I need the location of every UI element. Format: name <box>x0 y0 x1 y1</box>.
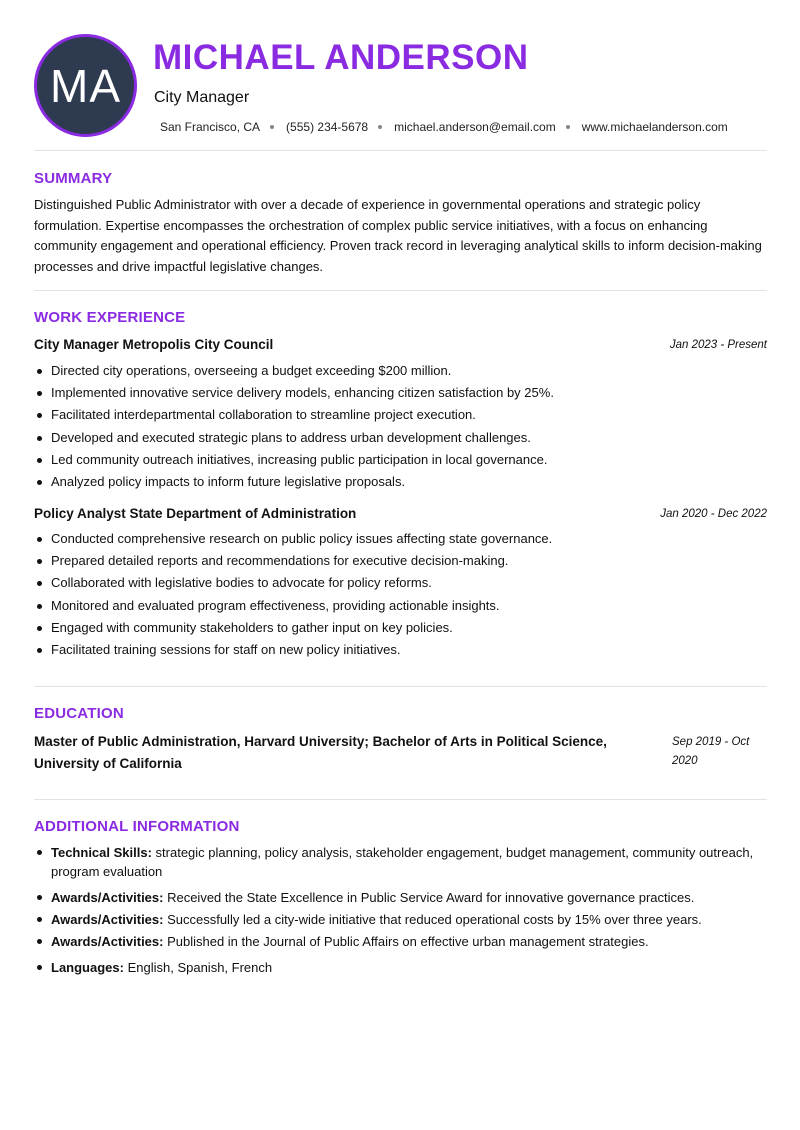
info-text: Received the State Excellence in Public Service Award for innovative governance practices. <box>163 890 695 905</box>
education-dates: Sep 2019 - Oct 2020 <box>672 736 750 767</box>
candidate-title: City Manager <box>154 89 250 106</box>
additional-info-list <box>34 843 767 977</box>
list-item <box>34 888 767 907</box>
job-bullet-list <box>34 361 767 494</box>
resume-header <box>0 0 800 150</box>
job-dates: Jan 2020 - Dec 2022 <box>660 508 767 520</box>
candidate-name: MICHAEL ANDERSON <box>153 38 529 77</box>
job-header <box>34 506 767 526</box>
summary-text: Distinguished Public Administrator with over a decade of experience in governmental operations and strategic policy formulation. Expertise encompasses the orchestration of complex public service initiatives, with a focus on enhancing community engagement and operational efficiency. Proven track record in leveraging analytical skills to inform decision-making processes and drive impactful legislative changes. <box>34 197 762 274</box>
list-item <box>34 958 767 977</box>
info-text: strategic planning, policy analysis, stakeholder engagement, budget management, community outreach, program evaluation <box>51 845 754 879</box>
list-item <box>34 932 767 951</box>
divider <box>34 799 767 800</box>
list-item: Collaborated with legislative bodies to advocate for policy reforms. <box>34 573 767 595</box>
education-heading: EDUCATION <box>34 705 124 722</box>
list-item: Developed and executed strategic plans to address urban development challenges. <box>34 428 767 450</box>
job-dates: Jan 2023 - Present <box>669 339 767 351</box>
summary-heading: SUMMARY <box>34 170 113 187</box>
divider <box>34 290 767 291</box>
list-item: Prepared detailed reports and recommendations for executive decision-making. <box>34 551 767 573</box>
list-item: Engaged with community stakeholders to gather input on key policies. <box>34 618 767 640</box>
list-item: Directed city operations, overseeing a budget exceeding $200 million. <box>34 361 767 383</box>
job-header <box>34 337 767 357</box>
info-text: Successfully led a city-wide initiative that reduced operational costs by 15% over three years. <box>163 912 702 927</box>
list-item <box>34 843 767 881</box>
info-label: Languages: <box>51 960 124 975</box>
contact-location: San Francisco, CA <box>160 120 261 134</box>
list-item: Facilitated training sessions for staff on new policy initiatives. <box>34 640 767 662</box>
dot-separator-icon <box>378 125 382 129</box>
list-item: Implemented innovative service delivery models, enhancing citizen satisfaction by 25%. <box>34 383 767 405</box>
contact-website[interactable]: www.michaelanderson.com <box>581 120 728 134</box>
job-bullet-list <box>34 529 767 662</box>
additional-heading: ADDITIONAL INFORMATION <box>34 818 240 835</box>
info-text: English, Spanish, French <box>123 960 273 975</box>
divider <box>34 150 767 151</box>
job-title: City Manager Metropolis City Council <box>34 337 274 352</box>
dot-separator-icon <box>566 125 570 129</box>
list-item <box>34 910 767 929</box>
contact-line <box>160 120 728 134</box>
divider <box>34 686 767 687</box>
info-label: Awards/Activities: <box>51 890 164 905</box>
list-item: Conducted comprehensive research on public policy issues affecting state governance. <box>34 529 767 551</box>
education-degree: Master of Public Administration, Harvard University; Bachelor of Arts in Political Science, University of California <box>34 734 607 771</box>
avatar <box>34 34 137 137</box>
contact-phone: (555) 234-5678 <box>286 120 369 134</box>
avatar-initials: MA <box>50 59 121 112</box>
list-item: Analyzed policy impacts to inform future legislative proposals. <box>34 472 767 494</box>
info-label: Awards/Activities: <box>51 912 164 927</box>
info-label: Awards/Activities: <box>51 934 164 949</box>
experience-heading: WORK EXPERIENCE <box>34 309 186 326</box>
list-item: Facilitated interdepartmental collaboration to streamline project execution. <box>34 405 767 427</box>
job-title: Policy Analyst State Department of Administration <box>34 506 357 521</box>
contact-email[interactable]: michael.anderson@email.com <box>394 120 556 134</box>
list-item: Led community outreach initiatives, increasing public participation in local governance. <box>34 450 767 472</box>
dot-separator-icon <box>270 125 274 129</box>
list-item: Monitored and evaluated program effectiveness, providing actionable insights. <box>34 596 767 618</box>
info-label: Technical Skills: <box>51 845 152 860</box>
info-text: Published in the Journal of Public Affairs on effective urban management strategies. <box>163 934 649 949</box>
